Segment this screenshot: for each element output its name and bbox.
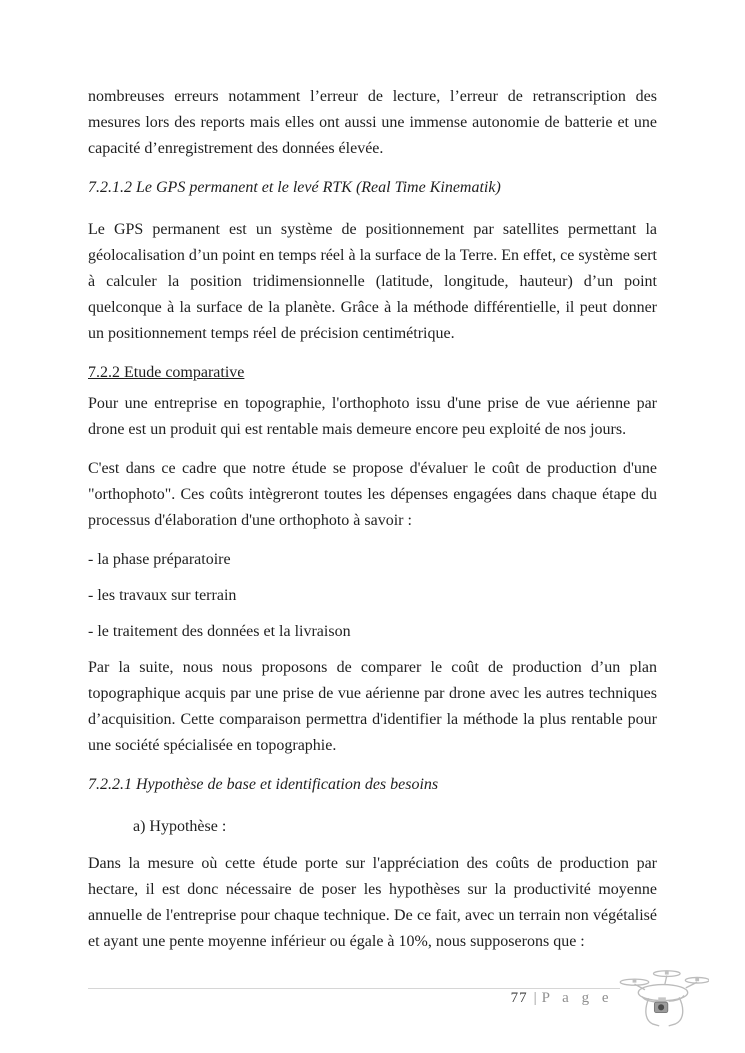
- paragraph-cadre-etude: C'est dans ce cadre que notre étude se propose d'évaluer le coût de production d'une "orthophoto". Ces coûts intègreront toutes les dépenses engagées dans chaque étape du processus d'élaboration d'une orthophoto à savoir :: [88, 460, 657, 529]
- paragraph-orthophoto-intro: Pour une entreprise en topographie, l'orthophoto issu d'une prise de vue aérienne par drone est un produit qui est rentable mais demeure encore peu exploité de nos jours.: [88, 395, 657, 438]
- heading-7-2-1-2-gps-rtk: 7.2.1.2 Le GPS permanent et le levé RTK (Real Time Kinematik): [88, 179, 501, 196]
- paragraph-comparaison-couts: Par la suite, nous nous proposons de comparer le coût de production d’un plan topographique acquis par une prise de vue aérienne par drone avec les autres techniques d’acquisition. Cette comparaison permettra d'identifier la méthode la plus rentable pour une société spécialisée en topographie.: [88, 659, 657, 754]
- paragraph-hypothese-detail: Dans la mesure où cette étude porte sur l'appréciation des coûts de production par hectare, il est donc nécessaire de poser les hypothèses sur la productivité moyenne annuelle de l'entreprise pour chaque technique. De ce fait, avec un terrain non végétalisé et ayant une pente moyenne inférieur ou égale à 10%, nous supposerons que :: [88, 855, 657, 950]
- heading-7-2-2-1-hypothese: 7.2.2.1 Hypothèse de base et identification des besoins: [88, 776, 439, 793]
- footer-divider: [88, 988, 620, 989]
- list-item-travaux-terrain: - les travaux sur terrain: [88, 587, 237, 604]
- drone-icon: [617, 966, 709, 1042]
- list-item-traitement-donnees: - le traitement des données et la livraison: [88, 623, 351, 640]
- heading-7-2-2-etude-comparative: 7.2.2 Etude comparative: [88, 364, 245, 381]
- page-body: [88, 84, 657, 968]
- subheading-a-hypothese: a) Hypothèse :: [133, 818, 227, 835]
- footer-page-number: [511, 990, 613, 1007]
- footer-separator: |: [533, 990, 537, 1006]
- paragraph-intro: nombreuses erreurs notamment l’erreur de lecture, l’erreur de retranscription des mesures lors des reports mais elles ont aussi une immense autonomie de batterie et une capacité d’enregistrement des données élevée.: [88, 88, 657, 157]
- footer-page-word: P a g e: [541, 990, 613, 1006]
- page-number: 77: [510, 990, 528, 1006]
- paragraph-gps-permanent: Le GPS permanent est un système de positionnement par satellites permettant la géolocalisation d’un point en temps réel à la surface de la Terre. En effet, ce système sert à calculer la position tridimensionnelle (latitude, longitude, hauteur) d’un point quelconque à la surface de la planète. Grâce à la méthode différentielle, il peut donner un positionnement temps réel de précision centimétrique.: [88, 221, 657, 342]
- list-item-phase-preparatoire: - la phase préparatoire: [88, 551, 231, 568]
